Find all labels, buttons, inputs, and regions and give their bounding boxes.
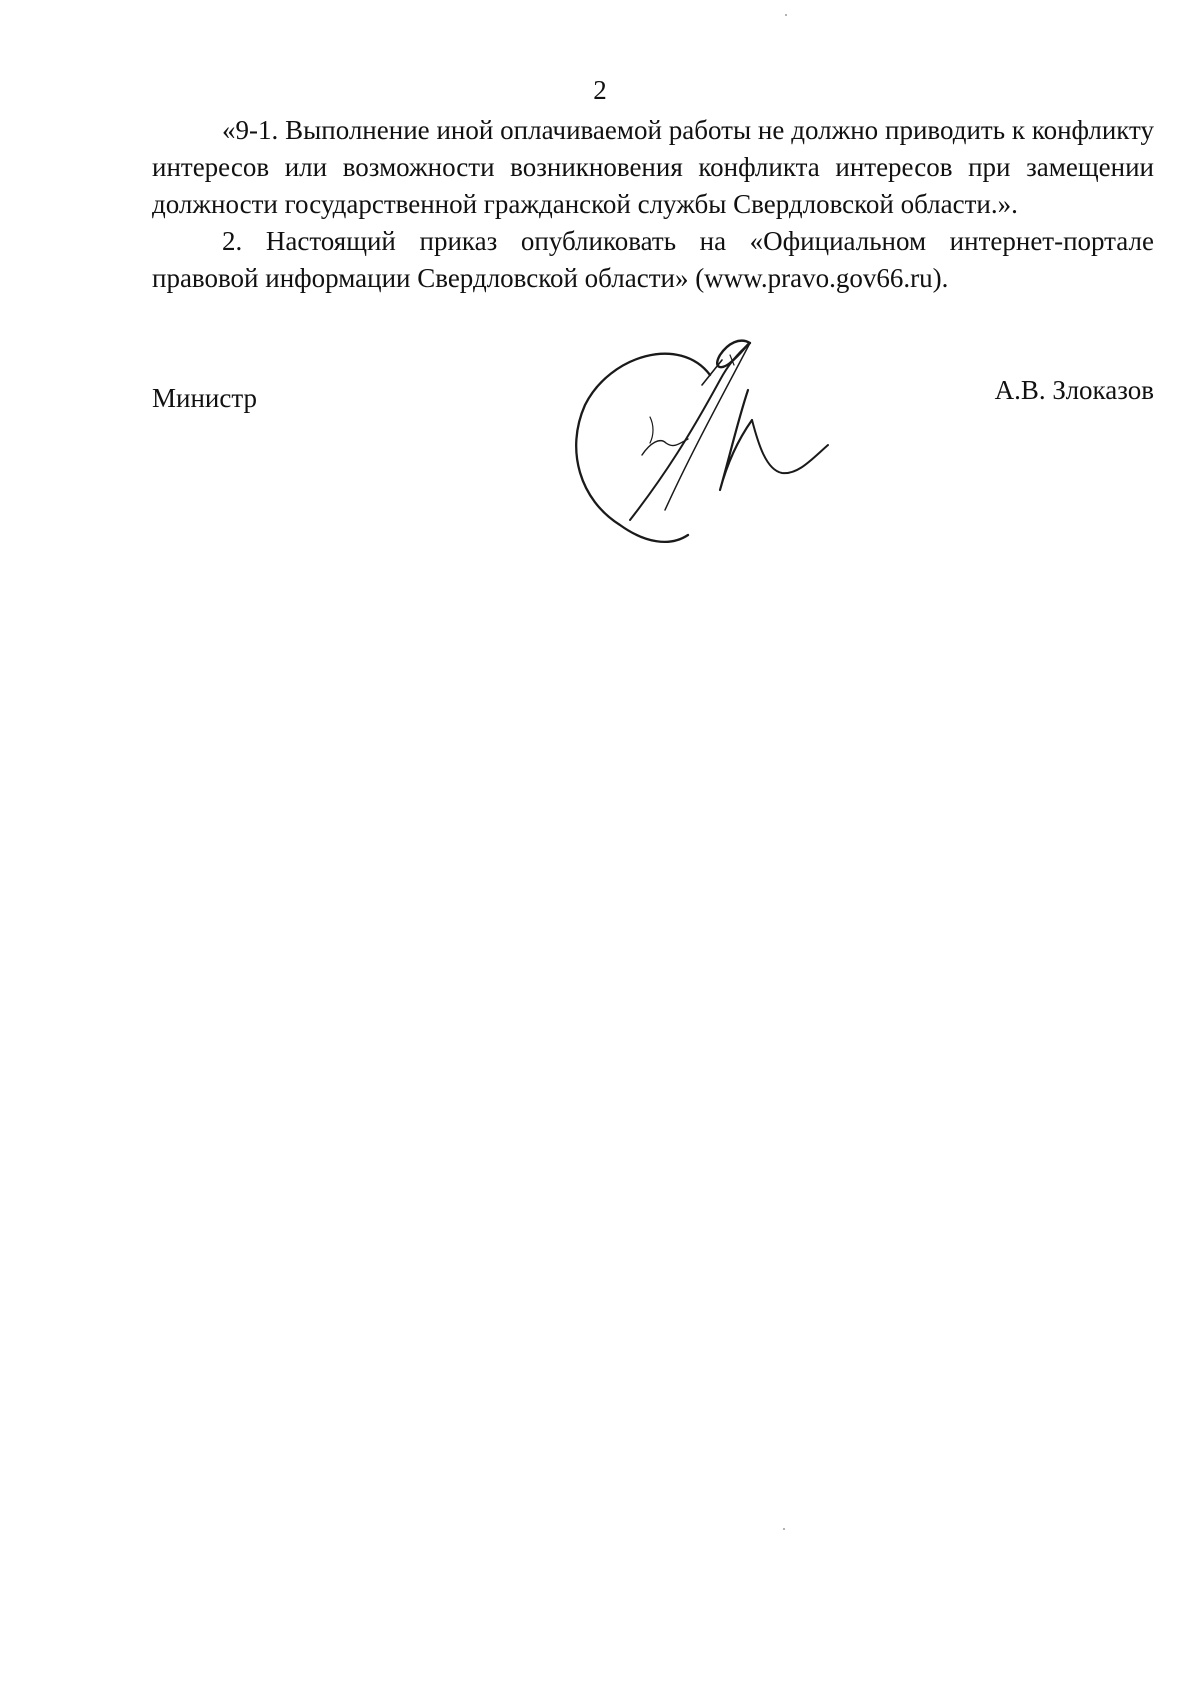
scan-speck bbox=[783, 1528, 785, 1530]
paragraph-publication-text: 2. Настоящий приказ опубликовать на «Официальном интернет-портале правовой информации Свердловской области» (www.pravo.gov66.ru). bbox=[152, 226, 1154, 293]
page-number: 2 bbox=[593, 75, 607, 105]
paragraph-publication bbox=[152, 223, 1154, 297]
paragraph-amendment-text: «9-1. Выполнение иной оплачиваемой работы не должно приводить к конфликту интересов или возможности возникновения конфликта интересов при замещении должности государственной гражданской службы Свердловской области.». bbox=[152, 115, 1154, 219]
signer-name: А.В. Злоказов bbox=[994, 375, 1154, 405]
handwritten-signature bbox=[570, 325, 870, 565]
scan-speck bbox=[785, 14, 787, 16]
document-body bbox=[152, 112, 1154, 297]
signer-position: Министр bbox=[152, 383, 257, 413]
paragraph-amendment bbox=[152, 112, 1154, 223]
